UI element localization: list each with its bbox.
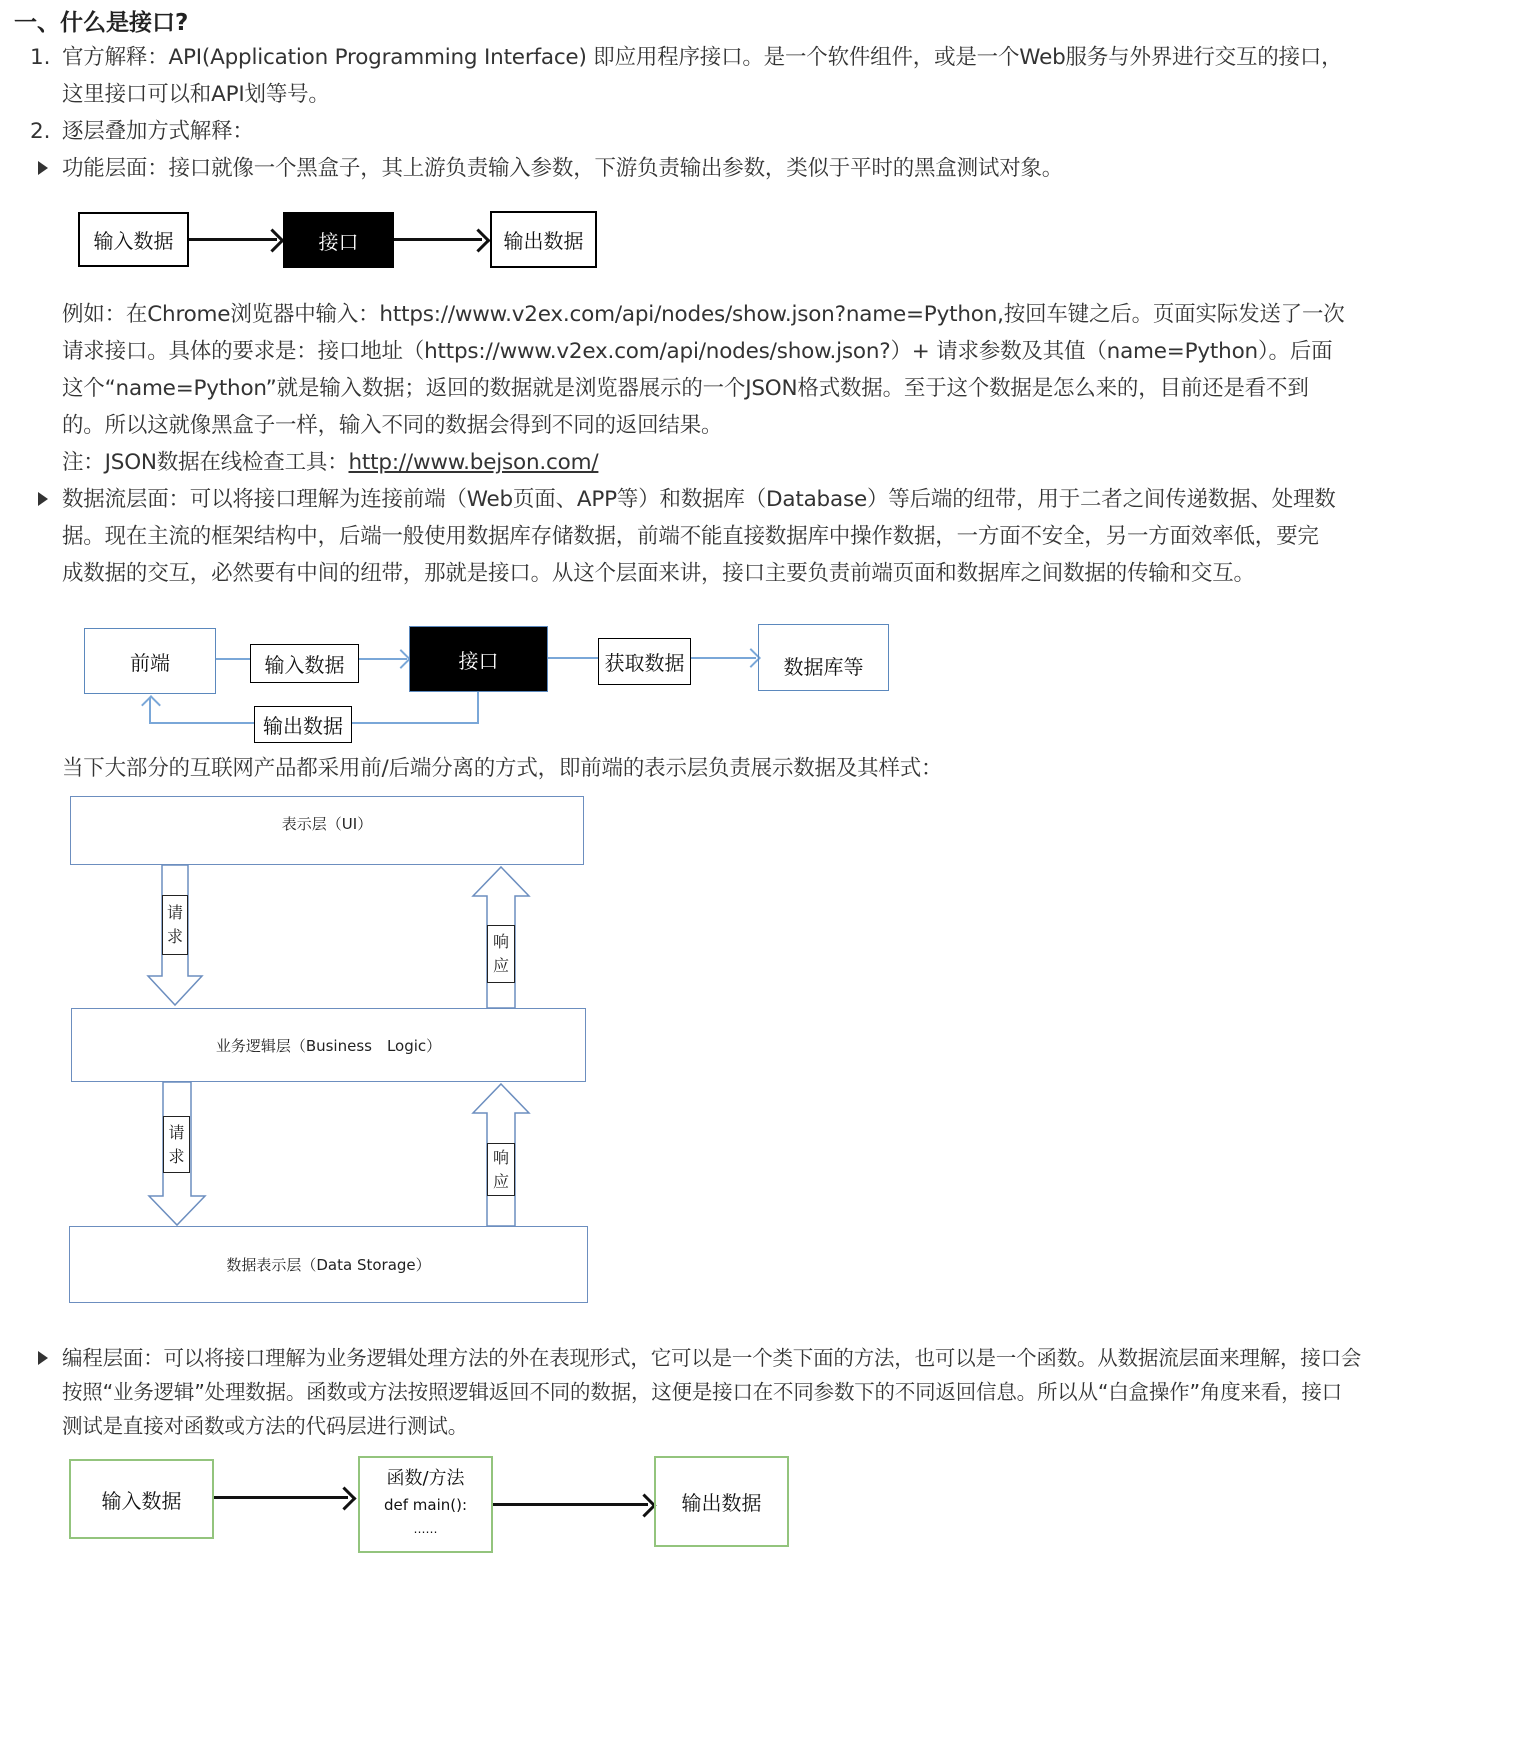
official-definition-line-2: 这里接口可以和API划等号。 xyxy=(62,82,330,107)
layered-explanation-title: 逐层叠加方式解释： xyxy=(62,119,254,144)
programming-line-3: 测试是直接对函数或方法的代码层进行测试。 xyxy=(62,1414,468,1438)
diagram-interface-box: 接口 xyxy=(283,212,394,268)
arrow-right-icon xyxy=(632,1493,656,1517)
response-char-1: 响 xyxy=(492,932,509,951)
example-line-3: 这个“name=Python”就是输入数据；返回的数据就是浏览器展示的一个JSON格式数据。至于这个数据是怎么来的，目前还是看不到 xyxy=(62,376,1309,401)
connector-line xyxy=(352,722,479,724)
arrow-right-icon xyxy=(260,228,284,252)
ui-layer-box: 表示层（UI） xyxy=(70,796,584,865)
arrow-right-icon xyxy=(466,228,490,252)
interface-box: 接口 xyxy=(409,626,548,692)
bullet-triangle-icon xyxy=(38,492,48,506)
database-box xyxy=(758,624,889,691)
section-heading: 一、什么是接口? xyxy=(14,10,189,36)
programming-line-2: 按照“业务逻辑”处理数据。函数或方法按照逻辑返回不同的数据，这便是接口在不同参数下的不同返回信息。所以从“白盒操作”角度来看，接口 xyxy=(62,1380,1342,1404)
connector-line xyxy=(477,692,479,724)
dataflow-line-1: 数据流层面：可以将接口理解为连接前端（Web页面、APP等）和数据库（Database）等后端的纽带，用于二者之间传递数据、处理数 xyxy=(62,487,1336,512)
green-input-box: 输入数据 xyxy=(69,1459,214,1539)
function-code: def main(): xyxy=(383,1496,468,1514)
programming-line-1: 编程层面：可以将接口理解为业务逻辑处理方法的外在表现形式，它可以是一个类下面的方法，也可以是一个函数。从数据流层面来理解，接口会 xyxy=(62,1346,1362,1370)
arrow-line xyxy=(493,1503,648,1506)
connector-line xyxy=(149,722,254,724)
dataflow-line-2: 据。现在主流的框架结构中，后端一般使用数据库存储数据，前端不能直接数据库中操作数据，一方面不安全，另一方面效率低，要完 xyxy=(62,524,1319,549)
business-logic-layer-box: 业务逻辑层（Business Logic） xyxy=(71,1008,586,1082)
request-label xyxy=(162,895,188,955)
data-storage-layer-box: 数据表示层（Data Storage） xyxy=(69,1226,588,1303)
bullet-triangle-icon xyxy=(38,1351,48,1365)
function-dots: …… xyxy=(413,1522,438,1536)
note-prefix: 注：JSON数据在线检查工具： xyxy=(62,450,349,475)
request-char-2: 求 xyxy=(168,1146,185,1166)
connector-line xyxy=(216,658,250,660)
arrow-up-icon xyxy=(141,695,161,715)
arrow-line xyxy=(214,1496,348,1499)
diagram-input-box: 输入数据 xyxy=(78,212,189,267)
response-label xyxy=(487,925,515,983)
response-char-2: 应 xyxy=(492,956,509,975)
bullet-triangle-icon xyxy=(38,161,48,175)
arrow-right-icon xyxy=(332,1486,356,1510)
database-label: 数据库等 xyxy=(783,655,864,679)
response-char-1: 响 xyxy=(492,1147,509,1167)
function-box xyxy=(358,1456,493,1553)
functional-layer-text: 功能层面：接口就像一个黑盒子，其上游负责输入参数，下游负责输出参数，类似于平时的黑盒测试对象。 xyxy=(62,156,1064,181)
json-tool-note xyxy=(62,442,598,483)
response-char-2: 应 xyxy=(492,1171,509,1191)
connector-line xyxy=(548,657,598,659)
example-line-4: 的。所以这就像黑盒子一样，输入不同的数据会得到不同的返回结果。 xyxy=(62,413,723,438)
bejson-link[interactable]: http://www.bejson.com/ xyxy=(348,450,599,475)
example-line-2: 请求接口。具体的要求是：接口地址（https://www.v2ex.com/api/nodes/show.json?）+ 请求参数及其值（name=Python）。后面 xyxy=(62,339,1333,364)
arrow-right-icon xyxy=(391,649,411,669)
list-marker-2: 2. xyxy=(30,119,51,144)
input-data-label: 输入数据 xyxy=(250,644,359,683)
request-char-2: 求 xyxy=(166,927,183,946)
green-output-box: 输出数据 xyxy=(654,1456,789,1547)
dataflow-line-3: 成数据的交互，必然要有中间的纽带，那就是接口。从这个层面来讲，接口主要负责前端页面和数据库之间数据的传输和交互。 xyxy=(62,561,1255,586)
example-line-1: 例如：在Chrome浏览器中输入：https://www.v2ex.com/api/nodes/show.json?name=Python,按回车键之后。页面实际发送了一次 xyxy=(62,302,1345,327)
fetch-data-label: 获取数据 xyxy=(598,638,691,685)
official-definition-line-1: 官方解释：API(Application Programming Interface) 即应用程序接口。是一个软件组件，或是一个Web服务与外界进行交互的接口， xyxy=(62,45,1343,70)
frontend-box: 前端 xyxy=(84,628,216,694)
request-char-1: 请 xyxy=(168,1122,185,1142)
list-marker-1: 1. xyxy=(30,45,51,70)
separation-text: 当下大部分的互联网产品都采用前/后端分离的方式，即前端的表示层负责展示数据及其样式： xyxy=(62,756,943,781)
request-label xyxy=(163,1116,190,1173)
diagram-output-box: 输出数据 xyxy=(490,211,597,268)
response-label xyxy=(487,1143,515,1196)
output-data-label: 输出数据 xyxy=(254,706,352,743)
function-title: 函数/方法 xyxy=(386,1468,465,1489)
request-char-1: 请 xyxy=(166,903,183,922)
